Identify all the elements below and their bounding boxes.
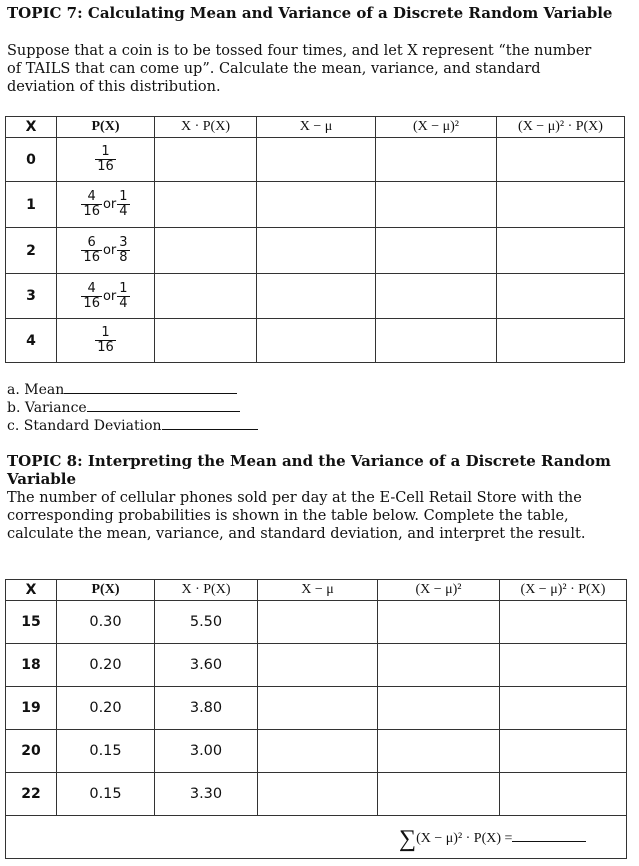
answer-cell[interactable]: [376, 274, 497, 319]
x-value: 19: [6, 687, 57, 730]
x-value: 2: [6, 228, 57, 274]
fraction: $\frac{6}{16}$: [83, 235, 100, 265]
answer-cell[interactable]: [155, 274, 257, 319]
table-row: [6, 601, 627, 644]
fraction: $\frac{1}{4}$: [119, 189, 128, 219]
topic7-header-row: [6, 117, 625, 138]
table-row: [6, 644, 627, 687]
probability-cell: [57, 138, 155, 182]
answer-cell[interactable]: [257, 138, 376, 182]
variance-label: b. Variance: [7, 400, 87, 416]
answer-cell[interactable]: [258, 730, 378, 773]
mean-label: a. Mean: [7, 382, 65, 398]
fraction: $\frac{1}{4}$: [119, 280, 128, 311]
answer-cell[interactable]: [497, 138, 625, 182]
topic8-paragraph: The number of cellular phones sold per day at the E-Cell Retail Store with the corresponding probabilities is shown in the table below. Complete the table, calculate the mean, variance, and standard deviation, and interpret the result.: [7, 490, 586, 542]
x-value: 20: [6, 730, 57, 773]
table-row: [6, 138, 625, 182]
header-xpx: X · P(X): [155, 580, 258, 601]
sum-row: [6, 816, 627, 859]
xpx-value: 5.50: [155, 601, 258, 644]
answer-cell[interactable]: [497, 274, 625, 319]
answer-cell[interactable]: [258, 687, 378, 730]
xpx-value: 3.60: [155, 644, 258, 687]
sd-blank[interactable]: [162, 417, 258, 430]
table-row: [6, 687, 627, 730]
sd-label: c. Standard Deviation: [7, 418, 162, 434]
variance-blank[interactable]: [87, 399, 240, 412]
table-row: [6, 730, 627, 773]
mean-blank[interactable]: [64, 381, 237, 394]
probability-value: 0.20: [57, 644, 155, 687]
or-text: or: [102, 288, 117, 304]
answer-cell[interactable]: [378, 644, 500, 687]
topic8-table: [5, 579, 627, 859]
answer-cell[interactable]: [376, 319, 497, 363]
topic8-header-row: [6, 580, 627, 601]
answer-cell[interactable]: [155, 319, 257, 363]
topic7-answers: [7, 381, 258, 435]
probability-value: 0.15: [57, 773, 155, 816]
table-row: [6, 773, 627, 816]
sigma-symbol: ∑: [399, 826, 417, 852]
header-x-minus-mu-sq-px: (X − μ)² · P(X): [500, 580, 627, 601]
answer-cell[interactable]: [258, 773, 378, 816]
fraction: $\frac{1}{16}$: [97, 325, 114, 355]
answer-cell[interactable]: [258, 601, 378, 644]
answer-cell[interactable]: [258, 644, 378, 687]
mean-answer: [7, 381, 258, 399]
probability-value: 0.15: [57, 730, 155, 773]
probability-cell: [57, 228, 155, 274]
or-text: or: [102, 243, 117, 258]
sd-answer: [7, 417, 258, 435]
answer-cell[interactable]: [497, 182, 625, 228]
header-x-minus-mu: X − μ: [257, 117, 376, 138]
answer-cell[interactable]: [257, 228, 376, 274]
answer-cell[interactable]: [155, 138, 257, 182]
header-x: X: [6, 117, 57, 138]
answer-cell[interactable]: [257, 274, 376, 319]
sum-cell: [6, 816, 627, 859]
variance-answer: [7, 399, 258, 417]
probability-value: 0.20: [57, 687, 155, 730]
answer-cell[interactable]: [500, 644, 627, 687]
answer-cell[interactable]: [497, 319, 625, 363]
header-xpx: X · P(X): [155, 117, 257, 138]
answer-cell[interactable]: [378, 730, 500, 773]
answer-cell[interactable]: [376, 228, 497, 274]
fraction: $\frac{4}{16}$: [83, 280, 100, 311]
table-row: [6, 182, 625, 228]
probability-cell: [57, 182, 155, 228]
answer-cell[interactable]: [155, 228, 257, 274]
header-x: X: [6, 580, 57, 601]
x-value: 0: [6, 138, 57, 182]
or-text: or: [102, 197, 117, 212]
answer-cell[interactable]: [378, 687, 500, 730]
xpx-value: 3.00: [155, 730, 258, 773]
answer-cell[interactable]: [500, 601, 627, 644]
x-value: 3: [6, 274, 57, 319]
table-row: [6, 228, 625, 274]
topic7-table: [5, 116, 625, 363]
x-value: 22: [6, 773, 57, 816]
header-px: P(X): [57, 580, 155, 601]
answer-cell[interactable]: [500, 773, 627, 816]
answer-cell[interactable]: [378, 601, 500, 644]
x-value: 15: [6, 601, 57, 644]
answer-cell[interactable]: [376, 182, 497, 228]
topic7-title: TOPIC 7: Calculating Mean and Variance of a Discrete Random Variable: [7, 4, 613, 22]
sum-formula: [399, 826, 586, 853]
answer-cell[interactable]: [378, 773, 500, 816]
probability-cell: [57, 319, 155, 363]
answer-cell[interactable]: [257, 182, 376, 228]
fraction: $\frac{3}{8}$: [119, 235, 128, 265]
probability-cell: [57, 274, 155, 319]
fraction: $\frac{4}{16}$: [83, 189, 100, 219]
x-value: 18: [6, 644, 57, 687]
header-px: P(X): [57, 117, 155, 138]
sum-label: (X − μ)² · P(X) =: [416, 831, 513, 846]
header-x-minus-mu-sq: (X − μ)²: [378, 580, 500, 601]
xpx-value: 3.80: [155, 687, 258, 730]
table-row: [6, 319, 625, 363]
answer-cell[interactable]: [500, 730, 627, 773]
x-value: 1: [6, 182, 57, 228]
answer-cell[interactable]: [497, 228, 625, 274]
topic8-title: TOPIC 8: Interpreting the Mean and the Variance of a Discrete Random Variable: [7, 452, 611, 488]
table-row: [6, 274, 625, 319]
header-x-minus-mu-sq: (X − μ)²: [376, 117, 497, 138]
topic7-paragraph: Suppose that a coin is to be tossed four times, and let X represent “the number of TAILS that can come up”. Calculate the mean, variance, and standard deviation of this distribution.: [7, 43, 592, 95]
sum-blank[interactable]: [512, 830, 586, 842]
header-x-minus-mu-sq-px: (X − μ)² · P(X): [497, 117, 625, 138]
answer-cell[interactable]: [155, 182, 257, 228]
fraction: $\frac{1}{16}$: [97, 144, 114, 174]
probability-value: 0.30: [57, 601, 155, 644]
xpx-value: 3.30: [155, 773, 258, 816]
answer-cell[interactable]: [257, 319, 376, 363]
x-value: 4: [6, 319, 57, 363]
answer-cell[interactable]: [500, 687, 627, 730]
answer-cell[interactable]: [376, 138, 497, 182]
header-x-minus-mu: X − μ: [258, 580, 378, 601]
